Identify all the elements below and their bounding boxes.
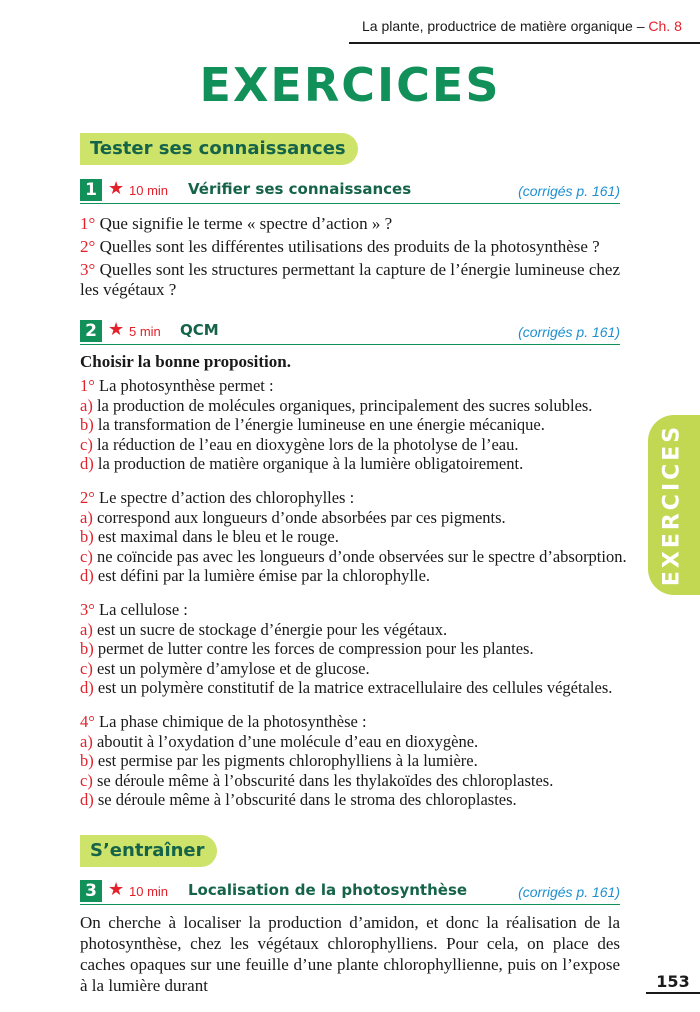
exercise-corrige-ref: (corrigés p. 161) [518,324,620,340]
exercise-title: QCM [180,321,219,339]
question-number: 1° [80,214,96,233]
question-number: 3° [80,260,96,279]
option: a) est un sucre de stockage d’énergie pour les végétaux. [80,619,448,639]
option: a) aboutit à l’oxydation d’une molécule d’eau en dioxygène. [80,731,479,751]
question-text: Quelles sont les différentes utilisations des produits de la photosynthèse ? [99,237,600,256]
qcm-question-4 [80,712,620,810]
exercise-title: Vérifier ses connaissances [188,180,412,198]
exercise-corrige-ref: (corrigés p. 161) [518,884,620,900]
chapter-number: Ch. 8 [648,18,682,34]
qcm-question-2 [80,488,627,586]
option: c) est un polymère d’amylose et de glucose. [80,658,370,678]
exercise-number-badge: 1 [80,179,102,201]
exercise-number-badge: 3 [80,880,102,902]
question-number: 2° [80,488,95,507]
exercise-title: Localisation de la photosynthèse [188,881,468,899]
question-number: 2° [80,237,96,256]
question-number: 1° [80,376,95,395]
exercise-corrige-ref: (corrigés p. 161) [518,183,620,199]
option: d) est défini par la lumière émise par la chlorophylle. [80,566,431,585]
option: c) se déroule même à l’obscurité dans les thylakoïdes des chloroplastes. [80,770,554,790]
exercise-1-header [80,179,620,204]
option: c) la réduction de l’eau en dioxygène lors de la photolyse de l’eau. [80,434,519,454]
question [80,260,620,300]
side-tab-label: EXERCICES [659,423,685,587]
question-text: Le spectre d’action des chlorophylles : [98,488,355,507]
star-icon: ★ [108,178,125,198]
page-number: 153 [646,972,700,994]
qcm-question-1 [80,376,620,474]
question-text: La cellulose : [98,600,188,619]
option: d) se déroule même à l’obscurité dans le stroma des chloroplastes. [80,790,517,809]
page-title: EXERCICES [199,58,501,112]
question-text: Que signifie le terme « spectre d’action » ? [99,214,393,233]
option: d) est un polymère constitutif de la matrice extracellulaire des cellules végétales. [80,678,613,697]
option: a) correspond aux longueurs d’onde absorbées par ces pigments. [80,507,506,527]
exercise-time: 5 min [129,324,161,339]
option: b) est maximal dans le bleu et le rouge. [80,527,339,546]
option: b) la transformation de l’énergie lumineuse en une énergie mécanique. [80,415,545,434]
question-number: 4° [80,712,95,731]
chapter-title: La plante, productrice de matière organique – [362,18,645,34]
question [80,237,620,257]
exercise-2-header [80,320,620,345]
question [80,214,620,234]
option: b) permet de lutter contre les forces de compression pour les plantes. [80,639,534,658]
question-number: 3° [80,600,95,619]
star-icon: ★ [108,879,125,899]
option: a) la production de molécules organiques, principalement des sucres solubles. [80,395,593,415]
exercise-time: 10 min [129,884,169,899]
option: b) est permise par les pigments chlorophylliens à la lumière. [80,751,478,770]
exercise-instruction: Choisir la bonne proposition. [80,352,291,371]
exercise-3-paragraph: On cherche à localiser la production d’amidon, et donc la réalisation de la photosynthèse, chez les végétaux chlorophylliens. Pour cela, on place des caches opaques sur une feuille d’une plante chlorophyllienne, puis on l’expose à la lumière durant [80,913,620,995]
star-icon: ★ [108,319,125,339]
exercise-1-questions [80,214,620,300]
exercise-number-badge: 2 [80,320,102,342]
option: c) ne coïncide pas avec les longueurs d’onde observées sur le spectre d’absorption. [80,546,627,566]
section-entrainer-tag: S’entraîner [80,835,217,867]
exercise-3-header [80,880,620,905]
exercise-time: 10 min [129,183,169,198]
question-text: La phase chimique de la photosynthèse : [98,712,367,731]
option: d) la production de matière organique à la lumière obligatoirement. [80,454,524,473]
question-text: La photosynthèse permet : [98,376,274,395]
section-tester-tag: Tester ses connaissances [80,133,358,165]
running-header [349,18,700,44]
question-text: Quelles sont les structures permettant la capture de l’énergie lumineuse chez les végétaux ? [80,260,621,299]
qcm-question-3 [80,600,620,698]
